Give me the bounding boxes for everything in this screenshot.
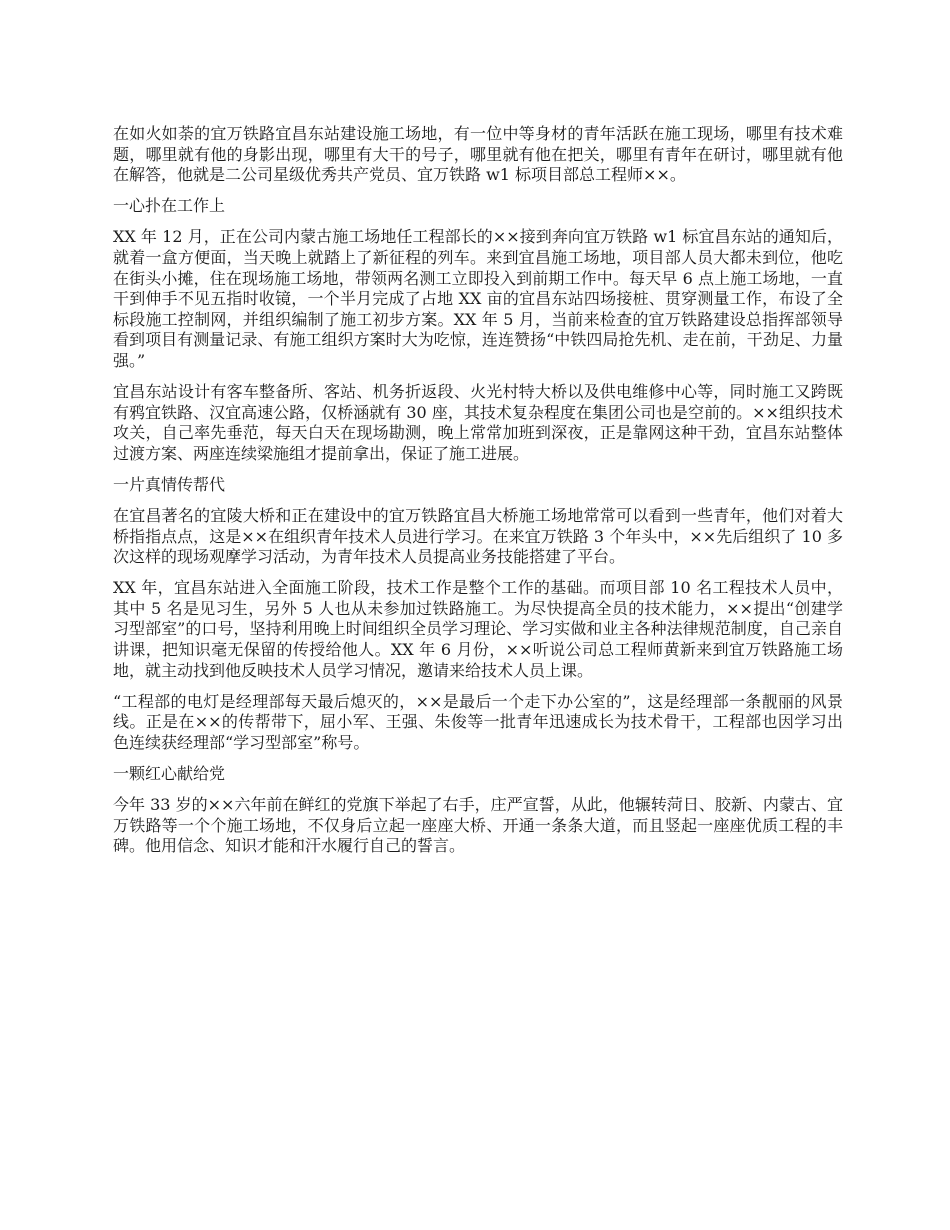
section-heading-work: 一心扑在工作上 — [113, 196, 226, 216]
body-paragraph: 在宜昌著名的宜陵大桥和正在建设中的宜万铁路宜昌大桥施工场地常常可以看到一些青年，他们对着大桥指指点点，这是××在组织青年技术人员进行学习。在来宜万铁路 3 个年头中，××先后组织了 10 多次这样的现场观摩学习活动，为青年技术人员提高业务技能搭建了平台。 — [113, 506, 843, 567]
section-heading-mentoring: 一片真情传帮代 — [113, 474, 226, 494]
intro-paragraph: 在如火如荼的宜万铁路宜昌东站建设施工场地，有一位中等身材的青年活跃在施工现场，哪里有技术难题，哪里就有他的身影出现，哪里有大干的号子，哪里就有他在把关，哪里有青年在研讨，哪里就有他在解答，他就是二公司星级优秀共产党员、宜万铁路 w1 标项目部总工程师××。 — [113, 124, 843, 185]
body-paragraph: XX 年 12 月，正在公司内蒙古施工场地任工程部长的××接到奔向宜万铁路 w1 标宜昌东站的通知后，就着一盒方便面，当天晚上就踏上了新征程的列车。来到宜昌施工场地，项目部人员大都未到位，他吃在街头小摊，住在现场施工场地，带领两名测工立即投入到前期工作中。每天早 6 点上施工场地，一直干到伸手不见五指时收镜，一个半月完成了占地 XX 亩的宜昌东站四场接桩、贯穿测量工作，布设了全标段施工控制网，并组织编制了施工初步方案。XX 年 5 月，当前来检查的宜万铁路建设总指挥部领导看到项目有测量记录、有施工组织方案时大为吃惊，连连赞扬“中铁四局抢先机、走在前，干劲足、力量强。” — [113, 227, 843, 370]
body-paragraph: XX 年，宜昌东站进入全面施工阶段，技术工作是整个工作的基础。而项目部 10 名工程技术人员中，其中 5 名是见习生，另外 5 人也从未参加过铁路施工。为尽快提高全员的技术能力，××提出“创建学习型部室”的口号，坚持利用晚上时间组织全员学习理论、学习实做和业主各种法律规范制度，自己亲自讲课，把知识毫无保留的传授给他人。XX 年 6 月份，××听说公司总工程师黄新来到宜万铁路施工场地，就主动找到他反映技术人员学习情况，邀请来给技术人员上课。 — [113, 578, 843, 680]
body-paragraph: “工程部的电灯是经理部每天最后熄灭的，××是最后一个走下办公室的”，这是经理部一条靓丽的风景线。正是在××的传帮带下，屈小军、王强、朱俊等一批青年迅速成长为技术骨干，工程部也因学习出色连续获经理部“学习型部室”称号。 — [113, 691, 843, 752]
body-paragraph: 今年 33 岁的××六年前在鲜红的党旗下举起了右手，庄严宣誓，从此，他辗转菏日、胶新、内蒙古、宜万铁路等一个个施工场地，不仅身后立起一座座大桥、开通一条条大道，而且竖起一座座优质工程的丰碑。他用信念、知识才能和汗水履行自己的誓言。 — [113, 795, 843, 856]
section-heading-party: 一颗红心献给党 — [113, 764, 226, 784]
body-paragraph: 宜昌东站设计有客车整备所、客站、机务折返段、火光村特大桥以及供电维修中心等，同时施工又跨既有鸦宜铁路、汉宜高速公路，仅桥涵就有 30 座，其技术复杂程度在集团公司也是空前的。××组织技术攻关，自己率先垂范，每天白天在现场勘测，晚上常常加班到深夜，正是靠网这种干劲，宜昌东站整体过渡方案、两座连续梁施组才提前拿出，保证了施工进展。 — [113, 382, 843, 463]
document-body — [113, 124, 843, 867]
